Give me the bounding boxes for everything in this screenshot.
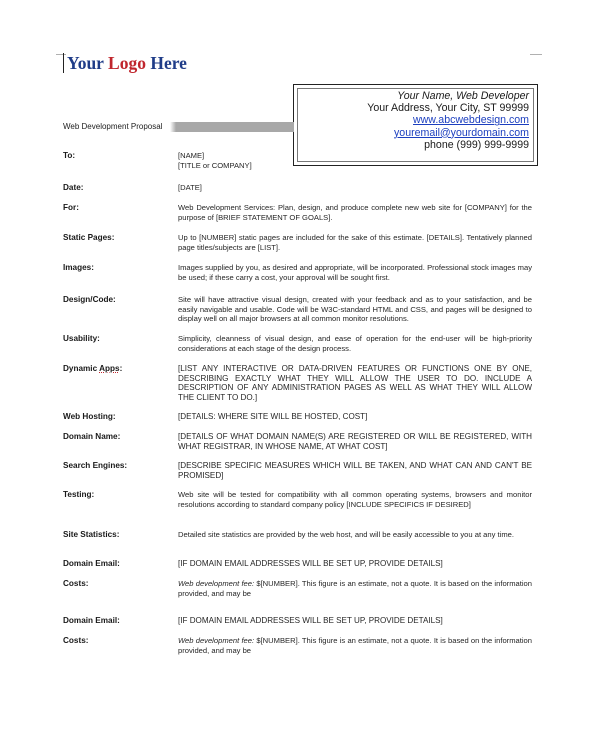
section-text: [IF DOMAIN EMAIL ADDRESSES WILL BE SET UP, PROVIDE DETAILS]	[178, 559, 443, 568]
section-label: Domain Email:	[63, 616, 120, 625]
section-text: [LIST ANY INTERACTIVE OR DATA-DRIVEN FEATURES OR FUNCTIONS ONE BY ONE, DESCRIBING EXACTLY WHAT THEY WILL ALLOW THE USER TO DO. INCLUDE A DESCRIPTION OF ANY ADMINISTRATION PAGES AS WELL AS WHAT THEY WILL ALLOW THE CLIENT TO DO.]	[178, 364, 532, 402]
section-text: Site will have attractive visual design, created with your feedback and as to your satisfaction, and be easily navigable and usable. Code will be W3C-standard HTML and CSS, and pages will be designed to display well on all major browsers at all common monitor resolutions.	[178, 295, 532, 324]
section-text: [DESCRIBE SPECIFIC MEASURES WHICH WILL BE TAKEN, AND WHAT CAN AND CAN'T BE PROMISED]	[178, 461, 532, 480]
date-value: [DATE]	[178, 183, 202, 192]
page-corner-mark-right	[530, 54, 542, 55]
section-label: Usability:	[63, 334, 100, 343]
section-text: [DETAILS: WHERE SITE WILL BE HOSTED, COST]	[178, 412, 368, 421]
section-text: [DETAILS OF WHAT DOMAIN NAME(S) ARE REGISTERED OR WILL BE REGISTERED, WITH WHAT REGISTRAR, IN WHOSE NAME, AT WHAT COST]	[178, 432, 532, 451]
section-text: Detailed site statistics are provided by the web host, and will be easily accessible to you at any time.	[178, 530, 514, 539]
section-label: Costs:	[63, 636, 89, 645]
section-text: $[NUMBER]. This figure is an estimate, not a quote. It is based on the information provided, and may be	[178, 636, 532, 655]
developer-name: Your Name, Web Developer	[397, 90, 529, 102]
section-label: Static Pages:	[63, 233, 115, 242]
document-title-bar	[62, 122, 294, 132]
section-text: $[NUMBER]. This figure is an estimate, not a quote. It is based on the information provided, and may be	[178, 579, 532, 598]
logo-word-1: Your	[67, 53, 104, 73]
section-label: To:	[63, 151, 76, 160]
section-text: Images supplied by you, as desired and appropriate, will be incorporated. Professional stock images may be used; if these carry a cost, your approval will be sought first.	[178, 263, 532, 282]
section-label: Domain Email:	[63, 559, 120, 568]
section-label: Search Engines:	[63, 461, 128, 470]
logo-word-2: Logo	[108, 53, 146, 73]
section-label: Date:	[63, 183, 84, 192]
developer-phone: phone (999) 999-9999	[424, 138, 529, 151]
document-title: Web Development Proposal	[63, 122, 163, 131]
fee-label: Web development fee:	[178, 579, 255, 588]
section-text: Up to [NUMBER] static pages are included for the sake of this estimate. [DETAILS]. Tentatively planned page titles/subjects are [LIST].	[178, 233, 532, 252]
company-logo	[63, 53, 187, 73]
section-label: Dynamic Apps:	[63, 364, 123, 373]
section-label: Testing:	[63, 490, 95, 499]
section-label: Domain Name:	[63, 432, 121, 441]
developer-website-link[interactable]: www.abcwebdesign.com	[413, 114, 529, 127]
fee-label: Web development fee:	[178, 636, 255, 645]
section-text: Web Development Services: Plan, design, and produce complete new web site for [COMPANY] for the purpose of [BRIEF STATEMENT OF GOALS].	[178, 203, 532, 222]
section-label: Images:	[63, 263, 94, 272]
developer-email-link[interactable]: youremail@yourdomain.com	[394, 126, 529, 139]
developer-address: Your Address, Your City, ST 99999	[367, 102, 529, 115]
section-label: Costs:	[63, 579, 89, 588]
section-label: Site Statistics:	[63, 530, 120, 539]
section-text: Web site will be tested for compatibility with all common operating systems, browsers and monitor resolutions according to standard company policy [INCLUDE SPECIFICS IF DESIRED]	[178, 490, 532, 509]
section-text: [IF DOMAIN EMAIL ADDRESSES WILL BE SET UP, PROVIDE DETAILS]	[178, 616, 443, 625]
section-label: For:	[63, 203, 79, 212]
section-text: Simplicity, cleanness of visual design, and ease of operation for the end-user will be high-priority considerations at each stage of the design process.	[178, 334, 532, 353]
recipient-name: [NAME]	[178, 151, 205, 160]
section-label: Web Hosting:	[63, 412, 116, 421]
logo-word-3: Here	[150, 53, 187, 73]
section-label: Design/Code:	[63, 295, 116, 304]
recipient-title: [TITLE or COMPANY]	[178, 160, 252, 170]
